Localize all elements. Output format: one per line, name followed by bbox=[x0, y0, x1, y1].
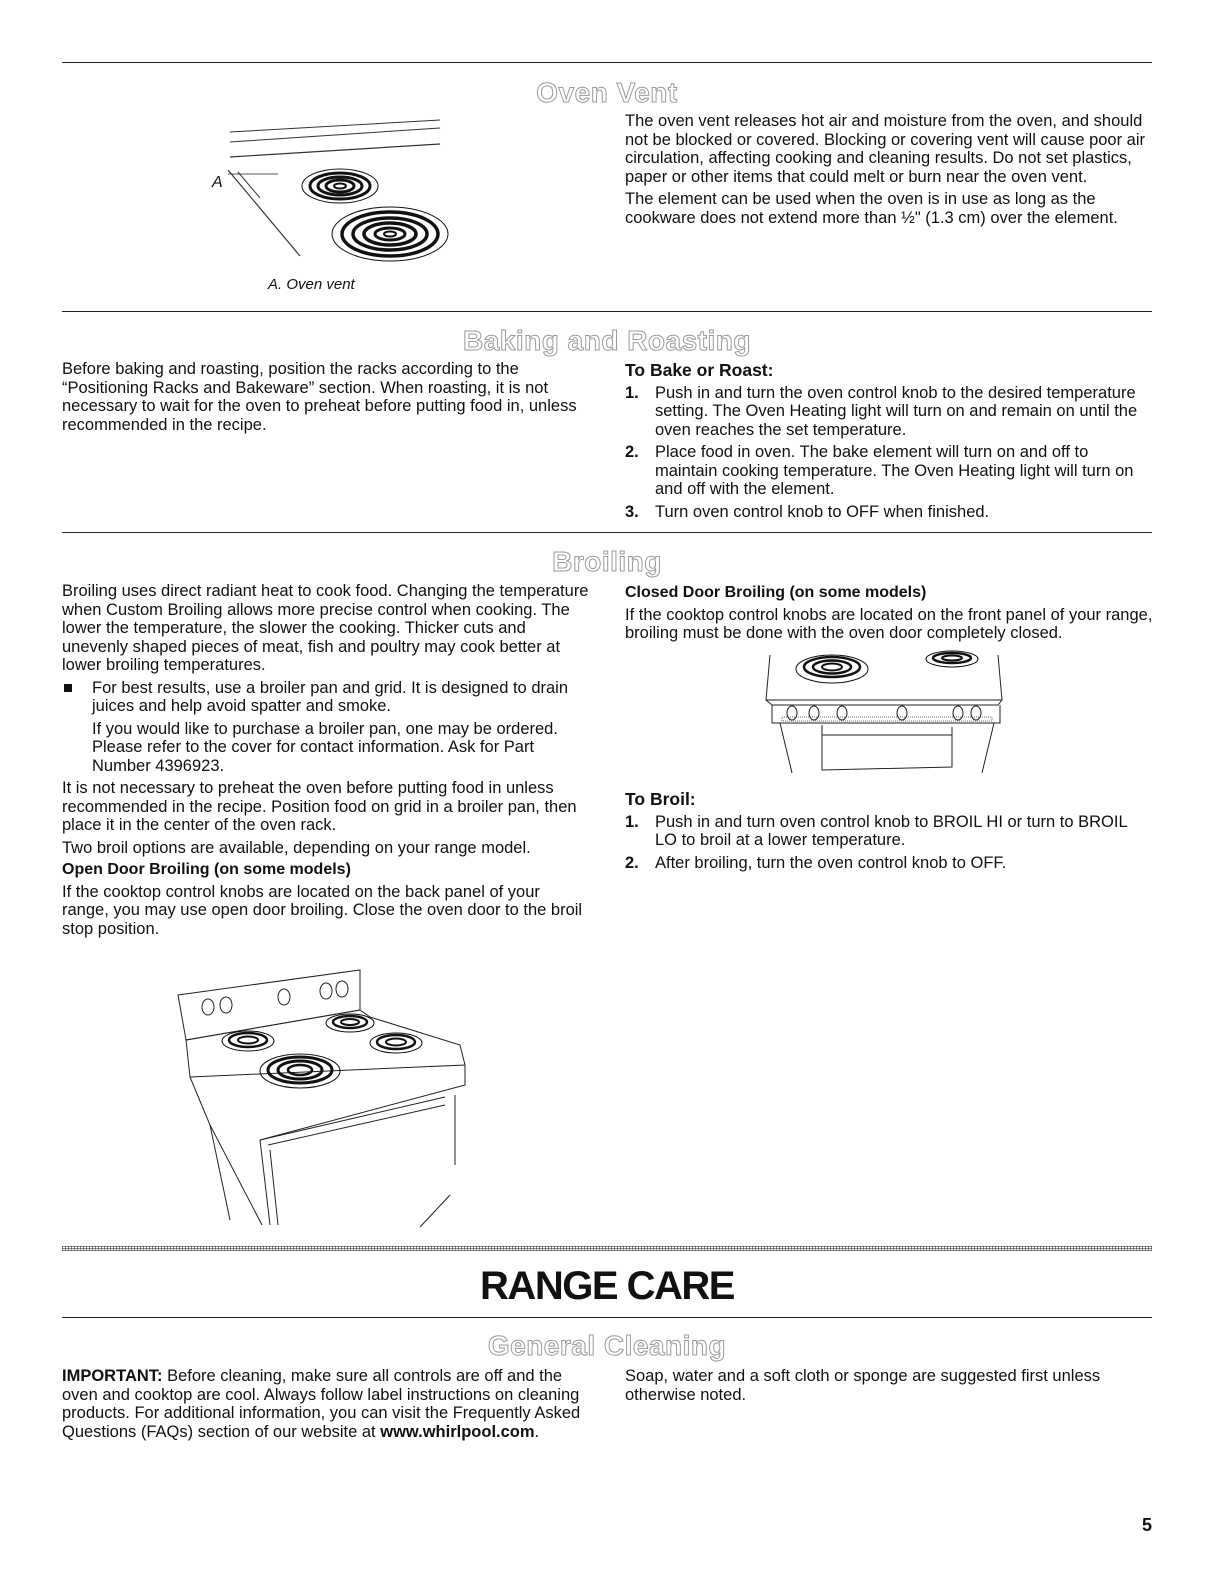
bullet-square-icon bbox=[64, 684, 72, 692]
broil-steps-heading: To Broil: bbox=[625, 789, 696, 809]
oven-vent-caption: A. Oven vent bbox=[268, 276, 355, 293]
broiling-intro: Broiling uses direct radiant heat to cook food. Changing the temperature when Custom Broiling allows more precise control when cooking. The lower the temperature, the slower the cooking. Thicker cuts and unevenly shaped pieces of meat, fish and poultry may cook better at lower broiling temperatures. bbox=[62, 582, 589, 674]
oven-vent-illustration bbox=[200, 112, 460, 277]
broiling-right-column bbox=[625, 584, 1153, 647]
baking-intro-column bbox=[62, 360, 590, 438]
bake-step bbox=[625, 503, 1153, 522]
important-paragraph bbox=[62, 1367, 590, 1441]
baking-intro: Before baking and roasting, position the racks according to the “Positioning Racks and Bakeware” section. When roasting, it is not necessary to wait for the oven to preheat before putting food in, unless recommended in the recipe. bbox=[62, 360, 577, 434]
broil-step bbox=[625, 813, 1153, 850]
oven-vent-title: Oven Vent bbox=[536, 77, 678, 108]
broiling-left-column bbox=[62, 582, 590, 942]
oven-vent-paragraph-1: The oven vent releases hot air and moisture from the oven, and should not be blocked or covered. Blocking or covering vent will cause poor air circulation, affecting cooking and cleaning results. Do not set plastics, paper or other items that could melt or burn near the oven vent. bbox=[625, 112, 1146, 186]
step-number: 2. bbox=[625, 853, 639, 872]
broil-steps-list bbox=[625, 813, 1153, 873]
baking-rule bbox=[62, 311, 1152, 312]
baking-title: Baking and Roasting bbox=[463, 325, 751, 356]
soap-text: Soap, water and a soft cloth or sponge are suggested first unless otherwise noted. bbox=[625, 1367, 1101, 1404]
bake-step bbox=[625, 384, 1153, 440]
page-number: 5 bbox=[1141, 1515, 1152, 1535]
step-number: 2. bbox=[625, 443, 639, 461]
closed-door-text: If the cooktop control knobs are located on the front panel of your range, broiling must be done with the oven door completely closed. bbox=[625, 605, 1153, 642]
website-tail: . bbox=[534, 1422, 540, 1441]
step-number: 3. bbox=[625, 502, 639, 521]
step-text: Turn oven control knob to OFF when finished. bbox=[655, 502, 990, 521]
important-text: Before cleaning, make sure all controls are off and the oven and cooktop are cool. Always follow label instructions on cleaning products. For additional information, you can visit the Frequently Asked Questions (FAQs) section of our website at bbox=[62, 1367, 581, 1441]
dotted-separator bbox=[62, 1246, 1152, 1251]
step-text: Push in and turn oven control knob to BROIL HI or turn to BROIL LO to broil at a lower temperature. bbox=[655, 812, 1128, 849]
website-link[interactable]: www.whirlpool.com bbox=[380, 1422, 535, 1441]
general-cleaning-right bbox=[625, 1367, 1153, 1408]
top-rule bbox=[62, 62, 1152, 63]
closed-door-heading: Closed Door Broiling (on some models) bbox=[625, 584, 927, 601]
bake-steps-heading: To Bake or Roast: bbox=[625, 360, 774, 380]
preheat-text: It is not necessary to preheat the oven before putting food in unless recommended in the recipe. Position food on grid in a broiler pan, then place it in the center of the oven rack. bbox=[62, 779, 577, 834]
broiler-pan-info: If you would like to purchase a broiler pan, one may be ordered. Please refer to the cover for contact information. Ask for Part Number 4396923. bbox=[92, 719, 558, 775]
step-number: 1. bbox=[625, 812, 639, 831]
step-text: Push in and turn the oven control knob to the desired temperature setting. The Oven Heating light will turn on and remain on until the oven reaches the set temperature. bbox=[655, 383, 1138, 439]
figure-label-a: A bbox=[212, 174, 223, 191]
bake-steps-list bbox=[625, 384, 1153, 522]
broiling-title: Broiling bbox=[552, 546, 662, 577]
open-door-range-illustration bbox=[170, 965, 480, 1230]
step-number: 1. bbox=[625, 383, 639, 402]
step-text: Place food in oven. The bake element will turn on and off to maintain cooking temperature. The Oven Heating light will turn on and off with the element. bbox=[655, 443, 1134, 498]
range-care-rule bbox=[62, 1317, 1152, 1318]
oven-vent-paragraph-2: The element can be used when the oven is in use as long as the cookware does not extend more than ½" (1.3 cm) over the element. bbox=[625, 190, 1118, 227]
closed-door-range-illustration bbox=[762, 655, 1012, 775]
bullet-item bbox=[62, 679, 590, 716]
open-door-heading: Open Door Broiling (on some models) bbox=[62, 861, 351, 878]
bullet-text: For best results, use a broiler pan and grid. It is designed to drain juices and help avoid spatter and smoke. bbox=[92, 678, 569, 715]
general-cleaning-title: General Cleaning bbox=[487, 1330, 727, 1361]
open-door-text: If the cooktop control knobs are located on the back panel of your range, you may use open door broiling. Close the oven door to the broil stop position. bbox=[62, 882, 583, 938]
oven-vent-text bbox=[625, 112, 1155, 231]
broiling-bullets bbox=[62, 679, 590, 716]
bake-steps-column bbox=[625, 361, 1153, 525]
broil-steps-column bbox=[625, 790, 1153, 876]
broil-step bbox=[625, 854, 1153, 873]
bake-step bbox=[625, 443, 1153, 499]
step-text: After broiling, turn the oven control knob to OFF. bbox=[655, 853, 1007, 872]
general-cleaning-left bbox=[62, 1367, 590, 1445]
broil-options-text: Two broil options are available, depending on your range model. bbox=[62, 838, 531, 857]
broiling-rule bbox=[62, 532, 1152, 533]
important-label: IMPORTANT: bbox=[62, 1367, 163, 1385]
range-care-title: RANGE CARE bbox=[480, 1264, 734, 1308]
